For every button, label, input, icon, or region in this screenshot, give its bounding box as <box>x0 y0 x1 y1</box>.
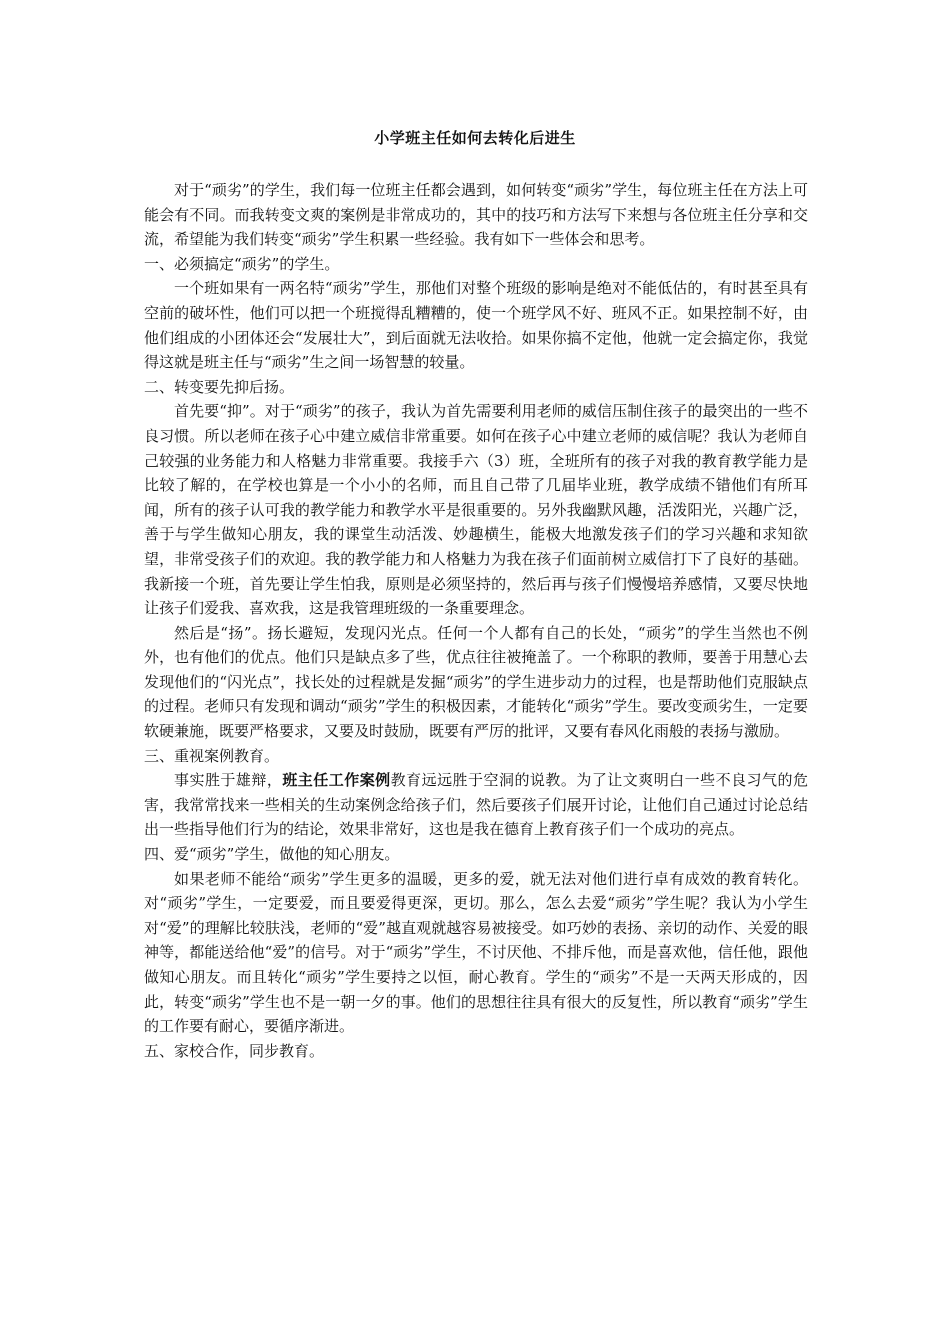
section-1-paragraph: 一个班如果有一两名特“顽劣”学生，那他们对整个班级的影响是绝对不能低估的，有时甚至具有空前的破坏性，他们可以把一个班搅得乱糟糟的，使一个班学风不好、班风不正。如果控制不好，由他们组成的小团体还会“发展壮大”，到后面就无法收拾。如果你搞不定他，他就一定会搞定你，我觉得这就是班主任与“顽劣”生之间一场智慧的较量。 <box>144 279 808 372</box>
section-5-heading: 五、家校合作，同步教育。 <box>144 1041 325 1060</box>
section-2-paragraph-1: 首先要“抑”。对于“顽劣”的孩子，我认为首先需要利用老师的威信压制住孩子的最突出的一些不良习惯。所以老师在孩子心中建立威信非常重要。如何在孩子心中建立老师的威信呢？我认为老师自己较强的业务能力和人格魅力非常重要。我接手六（3）班，全班所有的孩子对我的教育教学能力是比较了解的，在学校也算是一个小小的名师，而且自己带了几届毕业班，教学成绩不错他们有所耳闻，所有的孩子认可我的教学能力和教学水平是很重要的。另外我幽默风趣，活泼阳光，兴趣广泛，善于与学生做知心朋友，我的课堂生动活泼、妙趣横生，能极大地激发孩子们的学习兴趣和求知欲望，非常受孩子们的欢迎。我的教学能力和人格魅力为我在孩子们面前树立威信打下了良好的基础。我新接一个班，首先要让学生怕我，原则是必须坚持的，然后再与孩子们慢慢培养感情，又要尽快地让孩子们爱我、喜欢我，这是我管理班级的一条重要理念。 <box>144 402 808 618</box>
section-2-heading: 二、转变要先抑后扬。 <box>144 377 295 396</box>
section-3-text-end: 教育远远胜于空洞的说教。为了让文爽明白一些不良习气的危害，我常常找来一些相关的生动案例念给孩子们，然后要孩子们展开讨论，让他们自己通过讨论总结出一些指导他们行为的结论，效果非常好，这也是我在德育上教育孩子们一个成功的亮点。 <box>144 771 808 839</box>
section-3-text-start: 事实胜于雄辩， <box>174 771 283 790</box>
section-1-heading: 一、必须搞定“顽劣”的学生。 <box>144 254 340 273</box>
document-body <box>144 178 808 1063</box>
section-3-paragraph <box>144 768 808 842</box>
section-3-bold-link-text: 班主任工作案例 <box>282 771 391 790</box>
section-4-heading: 四、爱“顽劣”学生，做他的知心朋友。 <box>144 845 400 864</box>
section-3-heading: 三、重视案例教育。 <box>144 746 280 765</box>
document-title: 小学班主任如何去转化后进生 <box>374 129 576 147</box>
intro-paragraph: 对于“顽劣”的学生，我们每一位班主任都会遇到，如何转变“顽劣”学生，每位班主任在方法上可能会有不同。而我转变文爽的案例是非常成功的，其中的技巧和方法写下来想与各位班主任分享和交流，希望能为我们转变“顽劣”学生积累一些经验。我有如下一些体会和思考。 <box>144 181 808 249</box>
section-2-paragraph-2: 然后是“扬”。扬长避短，发现闪光点。任何一个人都有自己的长处，“顽劣”的学生当然也不例外，也有他们的优点。他们只是缺点多了些，优点往往被掩盖了。一个称职的教师，要善于用慧心去发现他们的“闪光点”，找长处的过程就是发掘“顽劣”的学生进步动力的过程，也是帮助他们克服缺点的过程。老师只有发现和调动“顽劣”学生的积极因素，才能转化“顽劣”学生。要改变顽劣生，一定要软硬兼施，既要严格要求，又要及时鼓励，既要有严厉的批评，又要有春风化雨般的表扬与激励。 <box>144 623 808 741</box>
section-4-paragraph: 如果老师不能给“顽劣”学生更多的温暖，更多的爱，就无法对他们进行卓有成效的教育转化。对“顽劣”学生，一定要爱，而且要爱得更深，更切。那么，怎么去爱“顽劣”学生呢？我认为小学生对“爱”的理解比较肤浅，老师的“爱”越直观就越容易被接受。如巧妙的表扬、亲切的动作、关爱的眼神等，都能送给他“爱”的信号。对于“顽劣”学生，不讨厌他、不排斥他，而是喜欢他，信任他，跟他做知心朋友。而且转化“顽劣”学生要持之以恒，耐心教育。学生的“顽劣”不是一天两天形成的，因此，转变“顽劣”学生也不是一朝一夕的事。他们的思想往往具有很大的反复性，所以教育“顽劣”学生的工作要有耐心，要循序渐进。 <box>144 869 808 1036</box>
